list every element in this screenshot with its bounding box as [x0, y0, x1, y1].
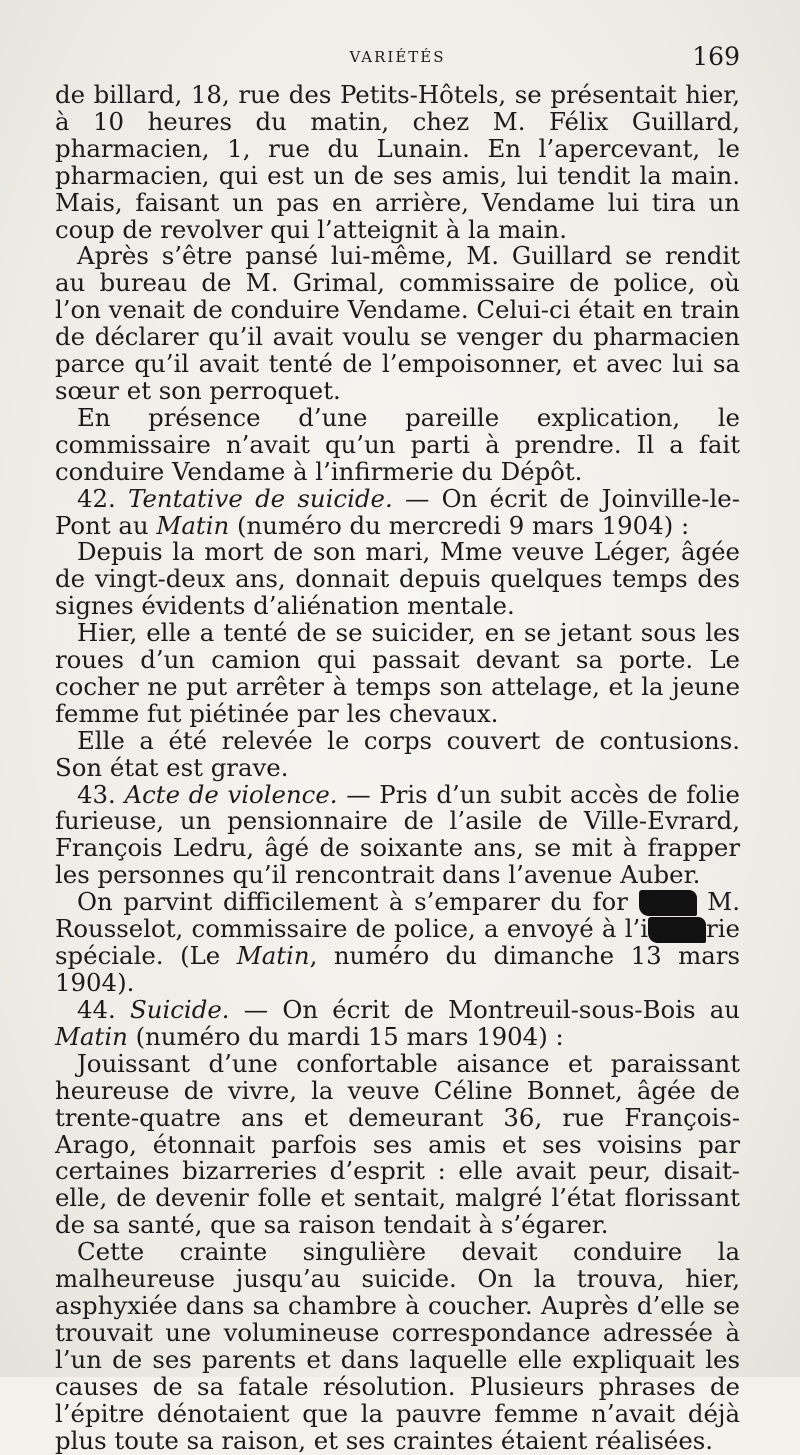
- paragraph-text: On parvint difficilement à s’emparer du for: [77, 887, 628, 917]
- paragraph: de billard, 18, rue des Petits-Hôtels, se présentait hier, à 10 heures du matin, chez M. Félix Guillard, pharmacien, 1, rue du Lunain. En l’apercevant, le pharmacien, qui est un de ses amis, lui tendit la main. Mais, faisant un pas en arrière, Vendame lui tira un coup de revolver qui l’atteignit à la main.: [55, 80, 740, 244]
- page-number: 169: [692, 42, 740, 71]
- paragraph: Depuis la mort de son mari, Mme veuve Léger, âgée de vingt-deux ans, donnait depuis quelques temps des signes évidents d’aliénation mentale.: [55, 537, 740, 621]
- running-title: VARIÉTÉS: [349, 48, 446, 66]
- paragraph-text: (numéro du mardi 15 mars 1904) :: [127, 1021, 564, 1051]
- page-header: [55, 40, 740, 74]
- paragraph: Jouissant d’une confortable aisance et paraissant heureuse de vivre, la veuve Céline Bonnet, âgée de trente-quatre ans et demeurant 36, rue François-Arago, étonnait parfois ses amis et ses voisins par certaines bizarreries d’esprit : elle avait peur, disait-elle, de devenir folle et sentait, malgré l’état florissant de sa santé, que sa raison tendait à s’égarer.: [55, 1048, 740, 1240]
- paragraph-text: — Pris d’un subit accès de folie furieuse, un pensionnaire de l’asile de Ville-Evrard, François Ledru, âgé de soixante ans, se mit à frapper les personnes qu’il rencontrait dans l’avenue Auber.: [55, 779, 740, 890]
- section-paragraph: [55, 997, 740, 1051]
- body-text: [55, 82, 740, 1454]
- source-name: Matin: [236, 941, 310, 971]
- paragraph: Cette crainte singulière devait conduire la malheureuse jusqu’au suicide. On la trouva, hier, asphyxiée dans sa chambre à coucher. Auprès d’elle se trouvait une volumineuse correspondance adressée à l’un de ses parents et dans laquelle elle expliquait les causes de sa fatale résolution. Plusieurs phrases de l’épitre dénotaient que la pauvre femme n’avait déjà plus toute sa raison, et ses craintes étaient réalisées.: [55, 1237, 740, 1455]
- paragraph: [55, 889, 740, 997]
- paragraph: Elle a été relevée le corps couvert de contusions. Son état est grave.: [55, 725, 740, 782]
- section-paragraph: [55, 483, 740, 540]
- paragraph-text: rie spéciale. (Le: [55, 914, 740, 971]
- source-name: Matin: [55, 1021, 128, 1051]
- section-paragraph: [55, 779, 740, 890]
- source-name: Matin: [156, 510, 230, 540]
- paragraph: En présence d’une pareille explication, le commissaire n’avait qu’un parti à prendre. Il a fait conduire Vendame à l’infirmerie du Dépôt.: [55, 402, 740, 486]
- paragraph-text: (numéro du mercredi 9 mars 1904) :: [229, 510, 690, 540]
- section-heading: Suicide.: [130, 995, 230, 1024]
- section-heading: Acte de violence.: [124, 779, 338, 809]
- section-number: 42.: [77, 483, 116, 513]
- paragraph: Après s’être pansé lui-même, M. Guillard se rendit au bureau de M. Grimal, commissaire de police, où l’on venait de conduire Vendame. Celui-ci était en train de déclarer qu’il avait voulu se venger du pharmacien parce qu’il avait tenté de l’empoisonner, et avec lui sa sœur et son perroquet.: [55, 241, 740, 405]
- section-number: 44.: [77, 995, 116, 1024]
- section-number: 43.: [77, 779, 116, 809]
- paragraph-text: , numéro du dimanche 13 mars 1904).: [55, 941, 740, 998]
- paragraph-text: M. Rousselot, commissaire de police, a envoyé à l’i: [55, 887, 740, 944]
- section-heading: Tentative de suicide.: [128, 483, 393, 513]
- paragraph-text: — On écrit de Joinville-le-Pont au: [55, 483, 740, 540]
- paragraph: Hier, elle a tenté de se suicider, en se jetant sous les roues d’un camion qui passait devant sa porte. Le cocher ne put arrêter à temps son attelage, et la jeune femme fut piétinée par les chevaux.: [55, 618, 740, 728]
- ink-blot: [648, 917, 706, 943]
- paragraph-text: — On écrit de Montreuil-sous-Bois au: [229, 995, 740, 1024]
- ink-blot: [639, 890, 697, 916]
